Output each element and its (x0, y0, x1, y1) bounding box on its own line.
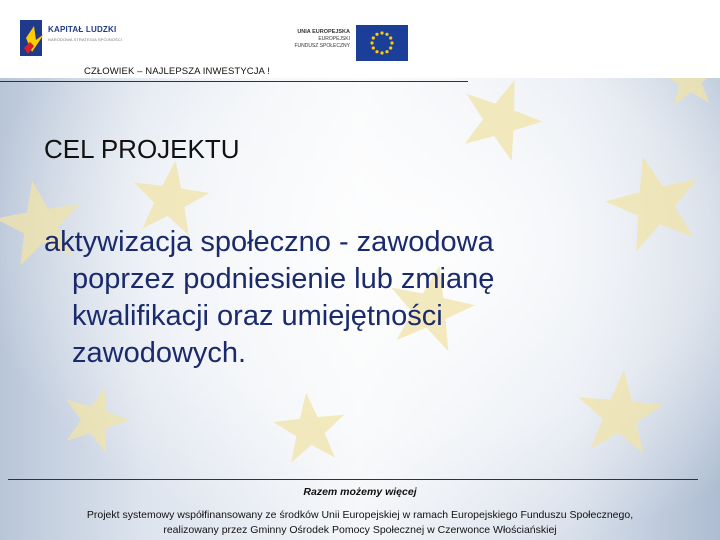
background-star-icon (271, 389, 349, 464)
footer-line2: realizowany przez Gminny Ośrodek Pomocy Społecznej w Czerwonce Włościańskiej (163, 524, 557, 536)
body-line: poprzez podniesienie lub zmianę (72, 263, 495, 295)
header-divider (0, 81, 468, 82)
body-line: kwalifikacji oraz umiejętności (72, 300, 443, 332)
slide-title: CEL PROJEKTU (44, 134, 240, 164)
eu-flag-icon (356, 25, 408, 61)
eu-logo-text (268, 29, 350, 50)
kapital-ludzki-subtitle: NARODOWA STRATEGIA SPÓJNOŚCI (48, 37, 122, 42)
background-star-icon (55, 376, 138, 457)
background-star-icon (574, 366, 666, 455)
eu-logo-line1: UNIA EUROPEJSKA (297, 29, 350, 35)
body-line: aktywizacja społeczno - zawodowa (44, 226, 494, 258)
eu-logo-line3: FUNDUSZ SPOŁECZNY (294, 43, 350, 49)
kapital-ludzki-title: KAPITAŁ LUDZKI (48, 25, 117, 34)
footer-note (0, 508, 720, 538)
footer-tagline: Razem możemy więcej (303, 486, 417, 498)
footer-line1: Projekt systemowy współfinansowany ze środków Unii Europejskiej w ramach Europejskiego Funduszu Społecznego, (86, 509, 634, 521)
slide-body (44, 224, 694, 372)
header-bar (0, 0, 720, 78)
eu-logo-line2: EUROPEJSKI (318, 36, 350, 42)
body-line: zawodowych. (72, 337, 247, 369)
motto-text: CZŁOWIEK – NAJLEPSZA INWESTYCJA ! (84, 66, 270, 77)
footer-divider (8, 479, 698, 480)
